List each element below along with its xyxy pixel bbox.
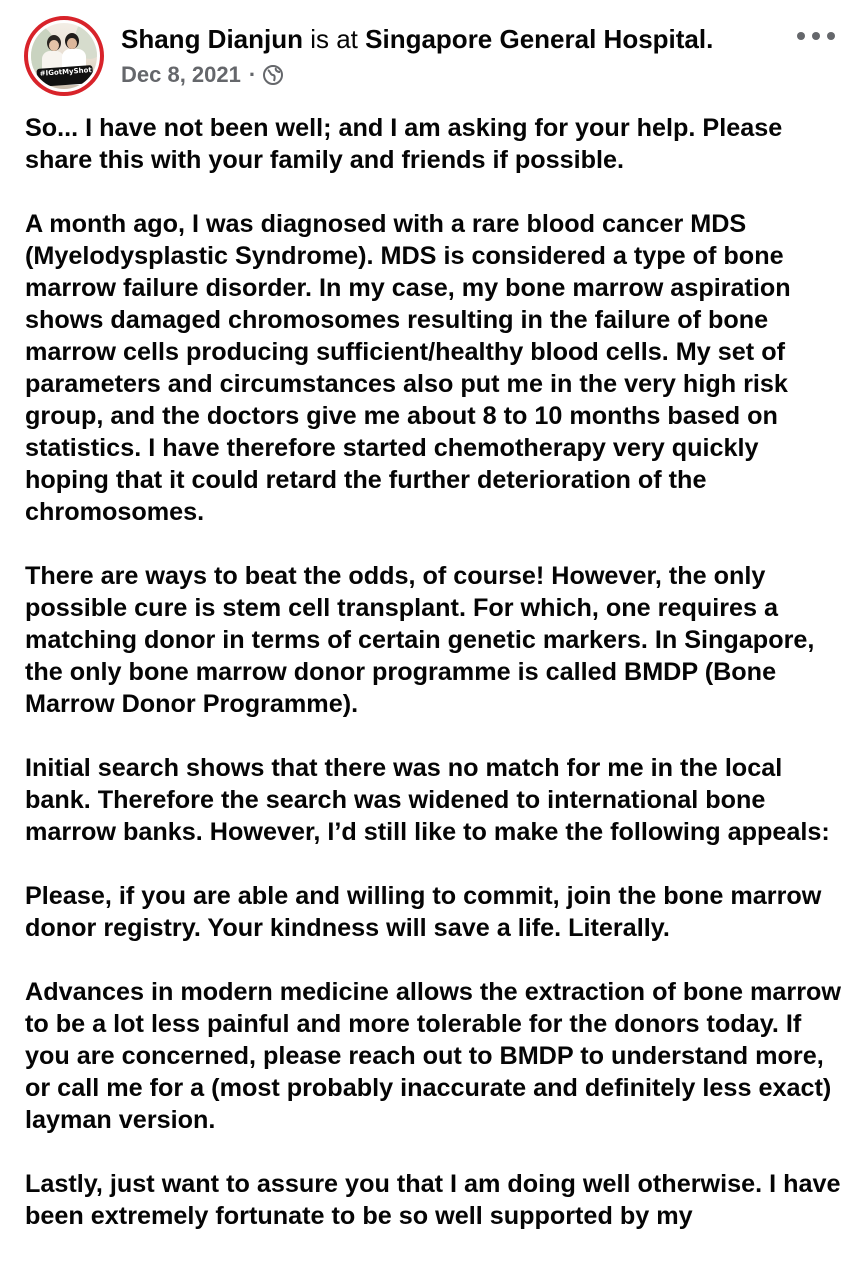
globe-icon[interactable]: [262, 64, 284, 86]
post-date-link[interactable]: Dec 8, 2021: [121, 62, 241, 87]
author-name-link[interactable]: Shang Dianjun: [121, 24, 303, 54]
more-options-icon[interactable]: [797, 26, 835, 46]
post-paragraph: Please, if you are able and willing to commit, join the bone marrow donor registry. Your kindness will save a life. Literally.: [25, 882, 822, 942]
post-paragraph: So... I have not been well; and I am asking for your help. Please share this with your family and friends if possible.: [25, 114, 783, 174]
post-meta: [121, 60, 284, 90]
post-paragraph: Initial search shows that there was no match for me in the local bank. Therefore the search was widened to international bone marrow banks. However, I’d still like to make the following appeals:: [25, 754, 830, 846]
post-header: [0, 0, 860, 110]
post-text: [25, 112, 845, 1232]
author-avatar[interactable]: [24, 16, 104, 96]
meta-separator: ·: [248, 62, 257, 87]
avatar-frame-badge: #IGotMyShot: [36, 65, 93, 87]
location-suffix: .: [706, 24, 714, 54]
author-line: [121, 22, 713, 56]
post-paragraph: A month ago, I was diagnosed with a rare blood cancer MDS (Myelodysplastic Syndrome). MDS is considered a type of bone marrow failure disorder. In my case, my bone marrow aspiration shows damaged chromosomes resulting in the failure of bone marrow cells producing sufficient/healthy blood cells. My set of parameters and circumstances also put me in the very high risk group, and the doctors give me about 8 to 10 months based on statistics. I have therefore started chemotherapy very quickly hoping that it could retard the further deterioration of the chromosomes.: [25, 210, 791, 526]
location-link[interactable]: Singapore General Hospital: [365, 24, 707, 54]
post-paragraph: Advances in modern medicine allows the extraction of bone marrow to be a lot less painful and more tolerable for the donors today. If you are concerned, please reach out to BMDP to understand more, or call me for a (most probably inaccurate and definitely less exact) layman version.: [25, 978, 841, 1134]
avatar-photo: [31, 23, 97, 89]
checkin-connector: is at: [303, 24, 366, 54]
post-paragraph: There are ways to beat the odds, of course! However, the only possible cure is stem cell transplant. For which, one requires a matching donor in terms of certain genetic markers. In Singapore, the only bone marrow donor programme is called BMDP (Bone Marrow Donor Programme).: [25, 562, 815, 718]
post-paragraph: Lastly, just want to assure you that I am doing well otherwise. I have been extremely fortunate to be so well supported by my: [25, 1170, 841, 1230]
